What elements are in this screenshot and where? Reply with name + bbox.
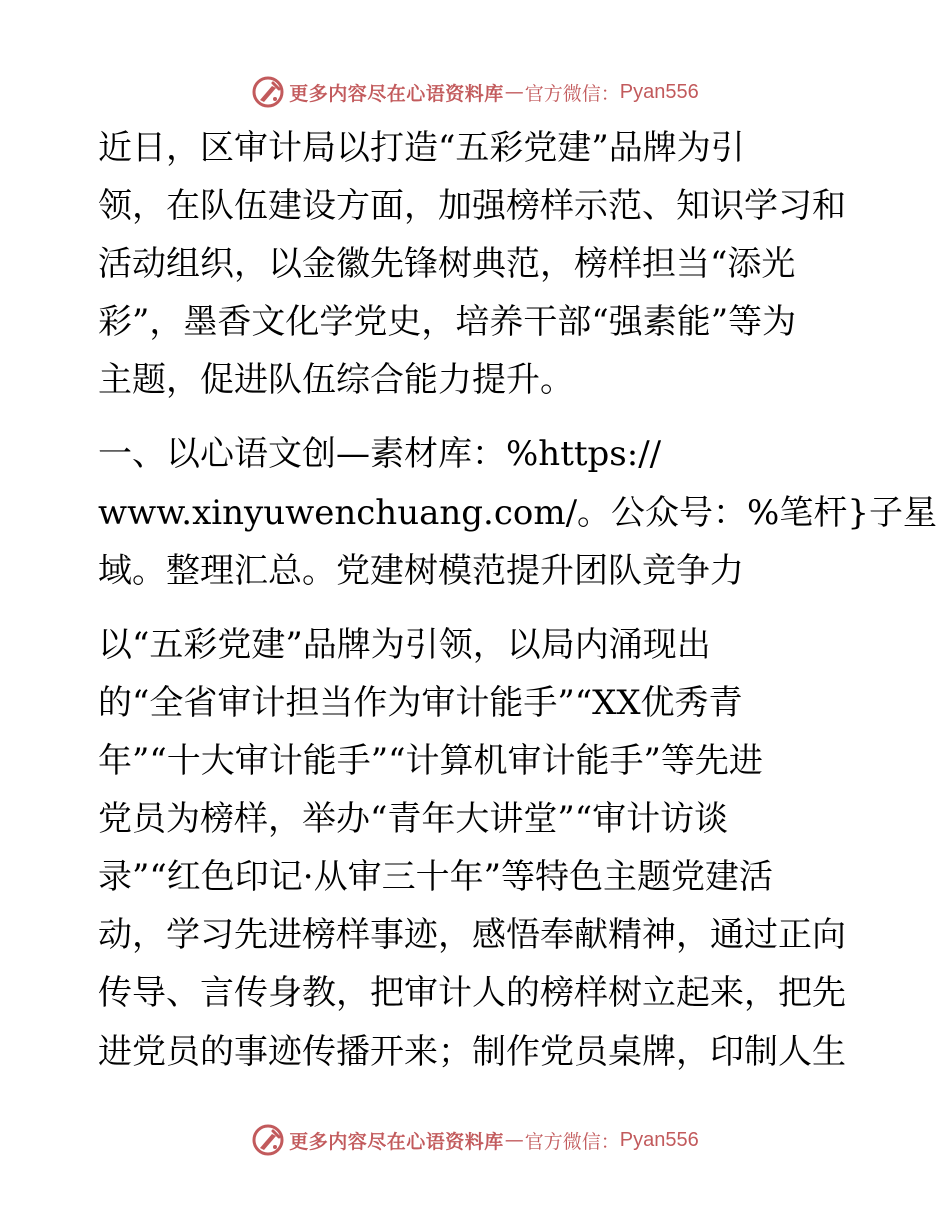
text-line: 域。整理汇总。党建树模范提升团队竞争力	[98, 551, 744, 591]
footer-site-name: 更多内容尽在心语资料库	[289, 1130, 504, 1153]
pen-nib-logo-icon	[251, 1123, 285, 1157]
header-wechat-id: Pyan556	[619, 80, 699, 103]
footer-watermark	[0, 1120, 950, 1160]
text-line: 领，在队伍建设方面，加强榜样示范、知识学习和	[98, 186, 846, 226]
text-line: 动，学习先进榜样事迹，感悟奉献精神，通过正向	[98, 915, 846, 955]
header-watermark	[0, 72, 950, 112]
header-site-name: 更多内容尽在心语资料库	[289, 82, 504, 105]
text-line: 党员为榜样，举办“青年大讲堂”“审计访谈	[98, 799, 729, 839]
text-line: 以“五彩党建”品牌为引领，以局内涌现出	[98, 625, 711, 665]
footer-wechat-label: 官方微信：	[524, 1130, 620, 1153]
header-separator: —	[504, 81, 524, 103]
text-line: 进党员的事迹传播开来；制作党员桌牌，印制人生	[98, 1032, 846, 1072]
text-line: 主题，促进队伍综合能力提升。	[98, 360, 574, 400]
text-line: 彩”，墨香文化学党史，培养干部“强素能”等为	[98, 302, 797, 342]
text-line: 近日，区审计局以打造“五彩党建”品牌为引	[98, 128, 745, 168]
text-line: 年”“十大审计能手”“计算机审计能手”等先进	[98, 741, 763, 781]
footer-separator: —	[504, 1129, 524, 1151]
pen-nib-logo-icon	[251, 75, 285, 109]
footer-wechat-id: Pyan556	[619, 1128, 699, 1151]
text-line: 一、以心语文创—素材库：%https://	[98, 434, 662, 474]
text-line: 活动组织，以金徽先锋树典范，榜样担当“添光	[98, 244, 796, 284]
text-line: 录”“红色印记·从审三十年”等特色主题党建活	[98, 857, 773, 897]
text-line: 的“全省审计担当作为审计能手”“XX优秀青	[98, 683, 743, 723]
header-wechat-label: 官方微信：	[524, 82, 620, 105]
text-line: www.xinyuwenchuang.com/。公众号：%笔杆}子星	[98, 493, 937, 533]
text-line: 传导、言传身教，把审计人的榜样树立起来，把先	[98, 973, 846, 1013]
